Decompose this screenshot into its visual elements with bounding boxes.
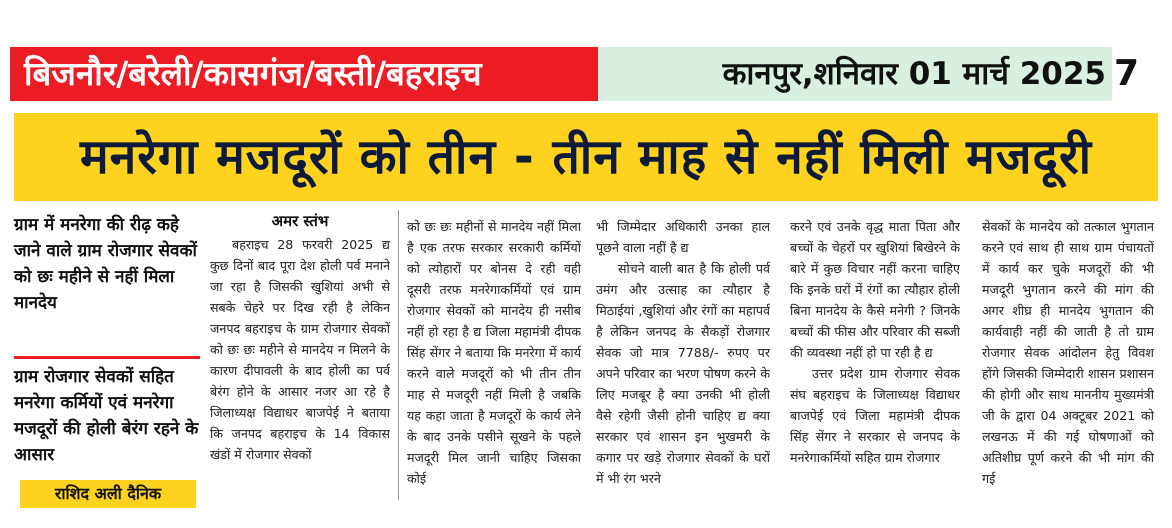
article-text: भी जिम्मेदार अधिकारी उनका हाल पूछने वाला नहीं है द्य — [596, 219, 770, 255]
article-text: करने एवं उनके वृद्ध माता पिता और बच्चों के चेहरों पर खुशियां बिखेरने के बारे में कुछ विचार नहीं करना चाहिए कि इनके घरों में रंगों का त्यौहार होली बिना मानदेय के कैसे मनेगी ? जिनके बच्चों की फीस और परिवार की सब्जी की व्यवस्था नहीं हो पा रही है द्य — [790, 219, 960, 360]
article-column-5 — [982, 216, 1154, 516]
column-divider — [398, 210, 399, 500]
sidebar — [14, 206, 200, 506]
article-column-2 — [407, 216, 581, 516]
article-text: को छः छः महीनों से मानदेय नहीं मिला है एक तरफ सरकार सरकारी कर्मियों को त्योहारों पर बोनस दे रही वही दूसरी तरफ मनरेगाकर्मियों एवं ग्राम रोजगार सेवकों को मानदेय ही नसीब नहीं हो रहा है द्य जिला महामंत्री दीपक सिंह सेंगर ने बताया कि मनरेगा में कार्य करने वाले मजदूरों को भी तीन तीन माह से मजदूरी नहीं मिली है जबकि यह कहा जाता है मजदूरों के कार्य लेने के बाद उनके पसीने सूखने के पहले मजदूरी मिल जानी चाहिए जिसका कोई — [407, 219, 581, 486]
article-text: सेवकों के मानदेय को तत्काल भुगतान करने एवं साथ ही साथ ग्राम पंचायतों में कार्य कर चुके मजदूरों की भी मजदूरी भुगतान करने की मांग की अगर शीघ्र ही मानदेय भुगतान की कार्यवाही नहीं की जाती है तो ग्राम रोजगार सेवक आंदोलन हेतु विवश होंगे जिसकी जिम्मेदारी शासन प्रशासन की होगी और साथ माननीय मुख्यमंत्री जी के द्वारा 04 अक्टूबर 2021 को लखनऊ में की गई घोषणाओं को अतिशीघ्र पूर्ण करने की भी मांग की गई — [982, 219, 1154, 486]
sidebar-subhead-2: ग्राम रोजगार सेवकों सहित मनरेगा कर्मियों एवं मनरेगा मजदूरों की होली बेरंग रहने के आसार — [14, 367, 199, 465]
article-text: उत्तर प्रदेश ग्राम रोजगार सेवक संघ बहराइच के जिलाध्यक्ष विद्याधर बाजपेई एवं जिला महामंत्री दीपक सिंह सेंगर ने सरकार से जनपद के मनरेगाकर्मियों सहित ग्राम रोजगार — [790, 366, 960, 465]
article-text: सोचने वाली बात है कि होली पर्व उमंग और उत्साह का त्यौहार है मिठाईयां ,खुशियां और रंगों का महापर्व है लेकिन जनपद के सैकड़ों रोजगार सेवक जो मात्र 7788/- रुपए पर अपने परिवार का भरण पोषण करने के लिए मजबूर है क्या उनकी भी होली वैसे रहेगी जैसी होनी चाहिए द्य क्या सरकार एवं शासन इन भुखमरी के कगार पर खड़े रोजगार सेवकों के घरों में भी रंग भरने — [596, 261, 770, 486]
article-column-4 — [790, 216, 960, 516]
page-number: 7 — [1114, 53, 1140, 94]
article-column-3 — [596, 216, 770, 516]
sidebar-divider — [14, 356, 200, 359]
sidebar-subhead-1: ग्राम में मनरेगा की रीढ़ कहे जाने वाले ग्राम रोजगार सेवकों को छः महीने से नहीं मिला मानदेय — [14, 215, 197, 313]
byline: अमर स्तंभ — [271, 212, 329, 230]
article-column-1 — [210, 210, 390, 510]
reporter-name: राशिद अली दैनिक — [20, 480, 196, 508]
city-band: बिजनौर/बरेली/कासगंज/बस्ती/बहराइच — [10, 47, 598, 101]
headline: मनरेगा मजदूरों को तीन - तीन माह से नहीं मिली मजदूरी — [79, 129, 1093, 185]
article-text: बहराइच 28 फरवरी 2025 द्य कुछ दिनों बाद पूरा देश होली पर्व मनाने जा रहा है जिसकी खुशियां अभी से सबके चेहरे पर दिख रही है लेकिन जनपद बहराइच के ग्राम रोजगार सेवकों को छः छः महीने से मानदेय न मिलने के कारण दीपावली के बाद होली का पर्व बेरंग होने के आसार नजर आ रहे है जिलाध्यक्ष विद्याधर बाजपेई ने बताया कि जनपद बहराइच के 14 विकास खंडों में रोजगार सेवकों — [210, 237, 390, 462]
dateline: कानपुर,शनिवार 01 मार्च 2025 — [598, 47, 1112, 101]
